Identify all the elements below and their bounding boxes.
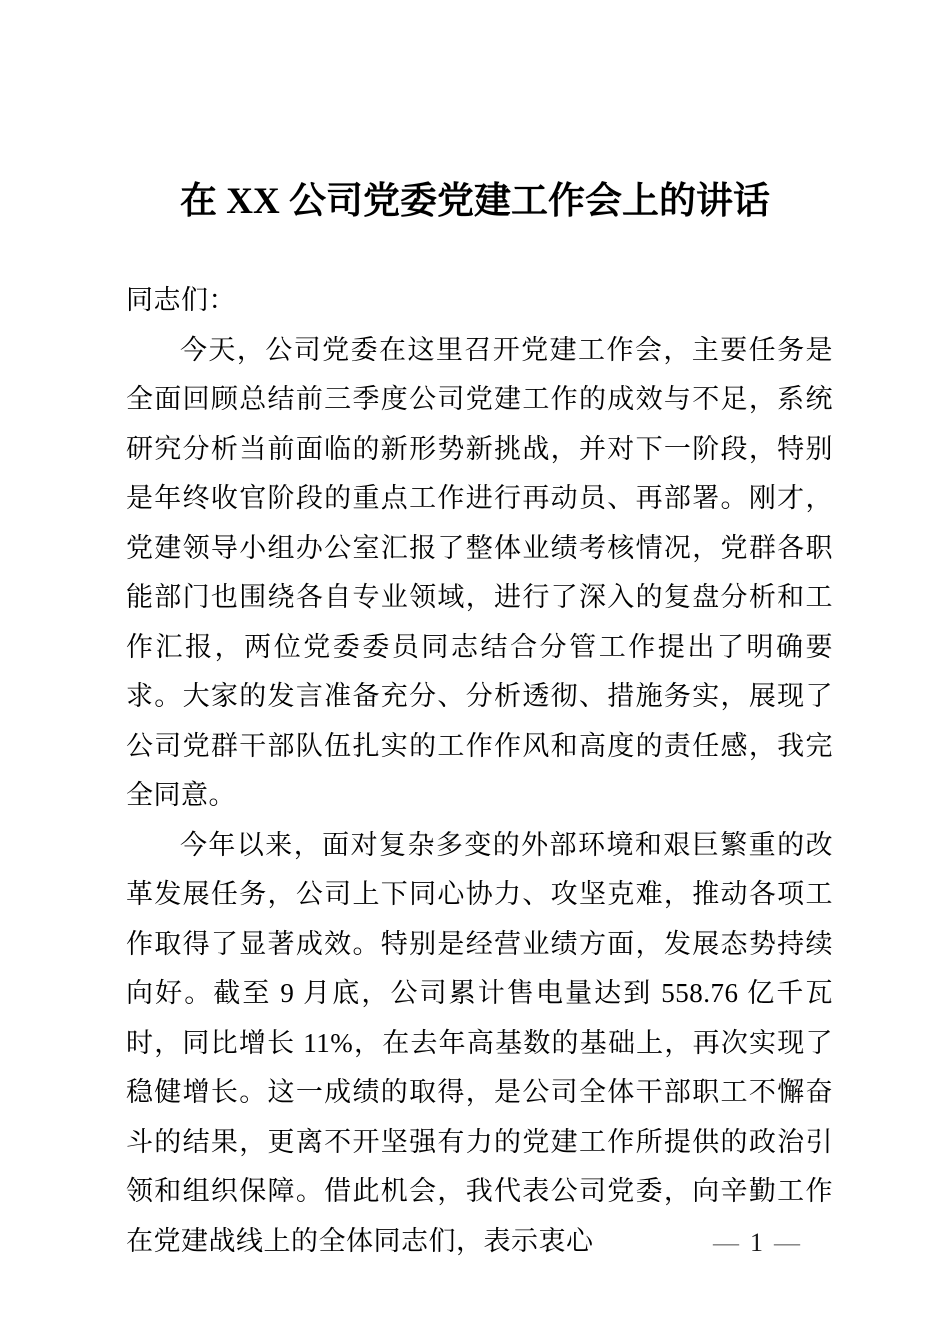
page-footer xyxy=(713,1226,800,1260)
paragraph-achievements: 今年以来，面对复杂多变的外部环境和艰巨繁重的改革发展任务，公司上下同心协力、攻坚克难，推动各项工作取得了显著成效。特别是经营业绩方面，发展态势持续向好。截至 9 月底，公司累计售电量达到 558.76 亿千瓦时，同比增长 11%，在去年高基数的基础上，再次实现了稳健增长。这一成绩的取得，是公司全体干部职工不懈奋斗的结果，更离不开坚强有力的党建工作所提供的政治引领和组织保障。借此机会，我代表公司党委，向辛勤工作在党建战线上的全体同志们，表示衷心 xyxy=(126,829,833,1256)
salutation: 同志们： xyxy=(126,285,236,316)
document-body xyxy=(0,276,950,1266)
footer-dash-right: — xyxy=(774,1228,800,1257)
page-number: 1 xyxy=(750,1228,763,1257)
paragraph-opening: 今天，公司党委在这里召开党建工作会，主要任务是全面回顾总结前三季度公司党建工作的成效与不足，系统研究分析当前面临的新形势新挑战，并对下一阶段，特别是年终收官阶段的重点工作进行再动员、再部署。刚才，党建领导小组办公室汇报了整体业绩考核情况，党群各职能部门也围绕各自专业领域，进行了深入的复盘分析和工作汇报，两位党委委员同志结合分管工作提出了明确要求。大家的发言准备充分、分析透彻、措施务实，展现了公司党群干部队伍扎实的工作作风和高度的责任感，我完全同意。 xyxy=(126,334,833,811)
document-title: 在 XX 公司党委党建工作会上的讲话 xyxy=(180,181,770,222)
footer-dash-left: — xyxy=(713,1228,739,1257)
